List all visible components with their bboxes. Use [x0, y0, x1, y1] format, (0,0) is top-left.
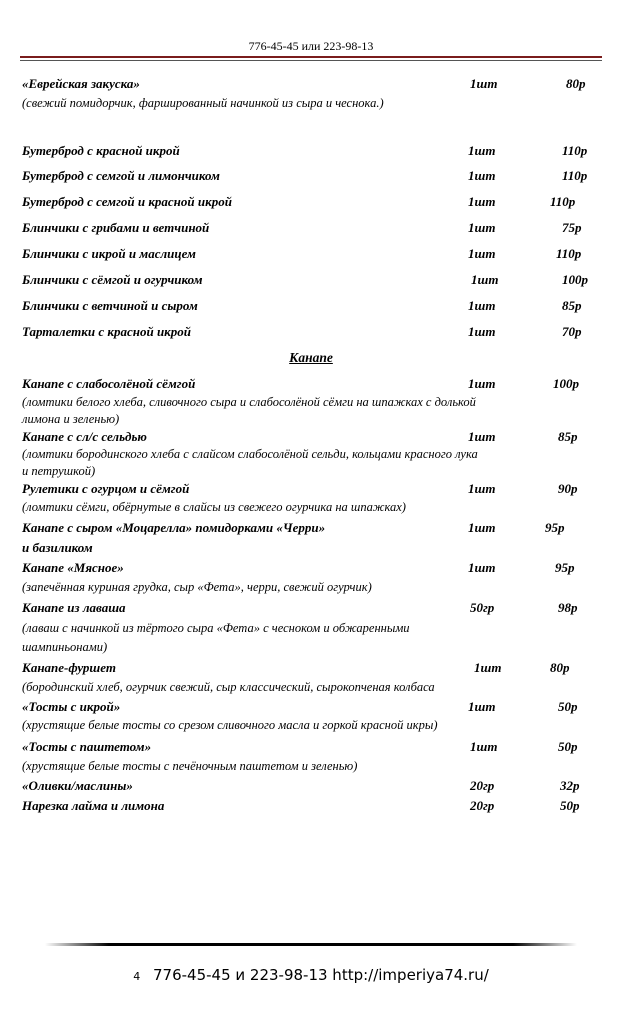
- section-title: Канапе: [289, 350, 333, 365]
- item-name: Канапе «Мясное»: [22, 560, 124, 575]
- item-description: (запечённая куриная грудка, сыр «Фета», черри, свежий огурчик): [22, 580, 372, 594]
- item-name: Бутерброд с семгой и красной икрой: [22, 194, 232, 209]
- item-price: 75р: [562, 220, 582, 235]
- item-name: Нарезка лайма и лимона: [22, 798, 165, 813]
- item-price: 110р: [562, 143, 588, 158]
- item-name: Блинчики с грибами и ветчиной: [22, 220, 210, 235]
- item-name: Канапе с слабосолёной сёмгой: [22, 376, 196, 391]
- item-price: 50р: [560, 798, 580, 813]
- item-quantity: 1шт: [470, 739, 498, 754]
- item-price: 95р: [555, 560, 575, 575]
- item-quantity: 1шт: [468, 699, 496, 714]
- page-number: 4: [133, 970, 141, 983]
- item-price: 50р: [558, 699, 578, 714]
- item-price: 95р: [545, 520, 565, 535]
- item-quantity: 1шт: [468, 560, 496, 575]
- item-price: 80р: [566, 76, 586, 91]
- footer-divider: [45, 943, 577, 946]
- item-name: Блинчики с ветчиной и сыром: [22, 298, 198, 313]
- item-quantity: 1шт: [468, 481, 496, 496]
- item-name: Блинчики с сёмгой и огурчиком: [22, 272, 203, 287]
- item-price: 100р: [553, 376, 579, 391]
- item-name: Тарталетки с красной икрой: [22, 324, 191, 339]
- item-price: 98р: [558, 600, 578, 615]
- item-name: и базиликом: [22, 540, 93, 555]
- item-description: шампиньонами): [22, 640, 108, 654]
- item-price: 110р: [550, 194, 576, 209]
- item-name: «Тосты с икрой»: [22, 699, 121, 714]
- item-quantity: 1шт: [468, 246, 496, 261]
- item-quantity: 1шт: [468, 376, 496, 391]
- item-price: 70р: [562, 324, 582, 339]
- item-quantity: 20гр: [470, 798, 495, 813]
- item-name: «Тосты с паштетом»: [22, 739, 152, 754]
- item-quantity: 1шт: [468, 429, 496, 444]
- item-price: 80р: [550, 660, 570, 675]
- item-price: 110р: [556, 246, 582, 261]
- header-divider: [20, 56, 602, 58]
- item-quantity: 1шт: [468, 220, 496, 235]
- item-price: 85р: [562, 298, 582, 313]
- footer-contacts: 776-45-45 и 223-98-13 http://imperiya74.ru/: [153, 966, 489, 984]
- item-quantity: 1шт: [471, 272, 499, 287]
- item-quantity: 1шт: [468, 298, 496, 313]
- item-price: 90р: [558, 481, 578, 496]
- header-divider-thin: [20, 60, 602, 61]
- item-price: 32р: [560, 778, 580, 793]
- item-name: Канапе-фуршет: [22, 660, 116, 675]
- item-quantity: 1шт: [470, 76, 498, 91]
- item-name: «Еврейская закуска»: [22, 76, 140, 91]
- item-name: Канапе из лаваша: [22, 600, 126, 615]
- item-name: Канапе с сыром «Моцарелла» помидорками «Черри»: [22, 520, 326, 535]
- item-description: лимона и зеленью): [22, 412, 120, 426]
- item-name: Бутерброд с семгой и лимончиком: [22, 168, 220, 183]
- item-description: (ломтики белого хлеба, сливочного сыра и слабосолёной сёмги на шпажках с долькой: [22, 395, 476, 409]
- header-phone: 776-45-45 или 223-98-13: [248, 39, 374, 53]
- item-description: и петрушкой): [22, 464, 96, 478]
- item-name: Бутерброд с красной икрой: [22, 143, 180, 158]
- item-quantity: 1шт: [468, 520, 496, 535]
- item-price: 100р: [562, 272, 588, 287]
- item-quantity: 1шт: [468, 143, 496, 158]
- item-name: «Оливки/маслины»: [22, 778, 133, 793]
- footer: [0, 966, 622, 984]
- item-description: (ломтики бородинского хлеба с слайсом слабосолёной сельди, кольцами красного лука: [22, 447, 478, 461]
- item-name: Рулетики с огурцом и сёмгой: [22, 481, 190, 496]
- item-price: 85р: [558, 429, 578, 444]
- item-quantity: 1шт: [468, 168, 496, 183]
- item-name: Блинчики с икрой и маслицем: [22, 246, 196, 261]
- item-quantity: 1шт: [468, 324, 496, 339]
- item-description: (хрустящие белые тосты со срезом сливочного масла и горкой красной икры): [22, 718, 438, 732]
- item-quantity: 50гр: [470, 600, 495, 615]
- item-price: 110р: [562, 168, 588, 183]
- item-description: (ломтики сёмги, обёрнутые в слайсы из свежего огурчика на шпажках): [22, 500, 406, 514]
- item-description: (свежий помидорчик, фаршированный начинкой из сыра и чеснока.): [22, 96, 384, 110]
- item-quantity: 1шт: [474, 660, 502, 675]
- item-name: Канапе с сл/с сельдью: [22, 429, 147, 444]
- item-description: (хрустящие белые тосты с печёночным паштетом и зеленью): [22, 759, 358, 773]
- item-description: (бородинский хлеб, огурчик свежий, сыр классический, сырокопченая колбаса: [22, 680, 435, 694]
- item-description: (лаваш с начинкой из тёртого сыра «Фета» с чесноком и обжаренными: [22, 621, 410, 635]
- item-quantity: 20гр: [470, 778, 495, 793]
- item-price: 50р: [558, 739, 578, 754]
- item-quantity: 1шт: [468, 194, 496, 209]
